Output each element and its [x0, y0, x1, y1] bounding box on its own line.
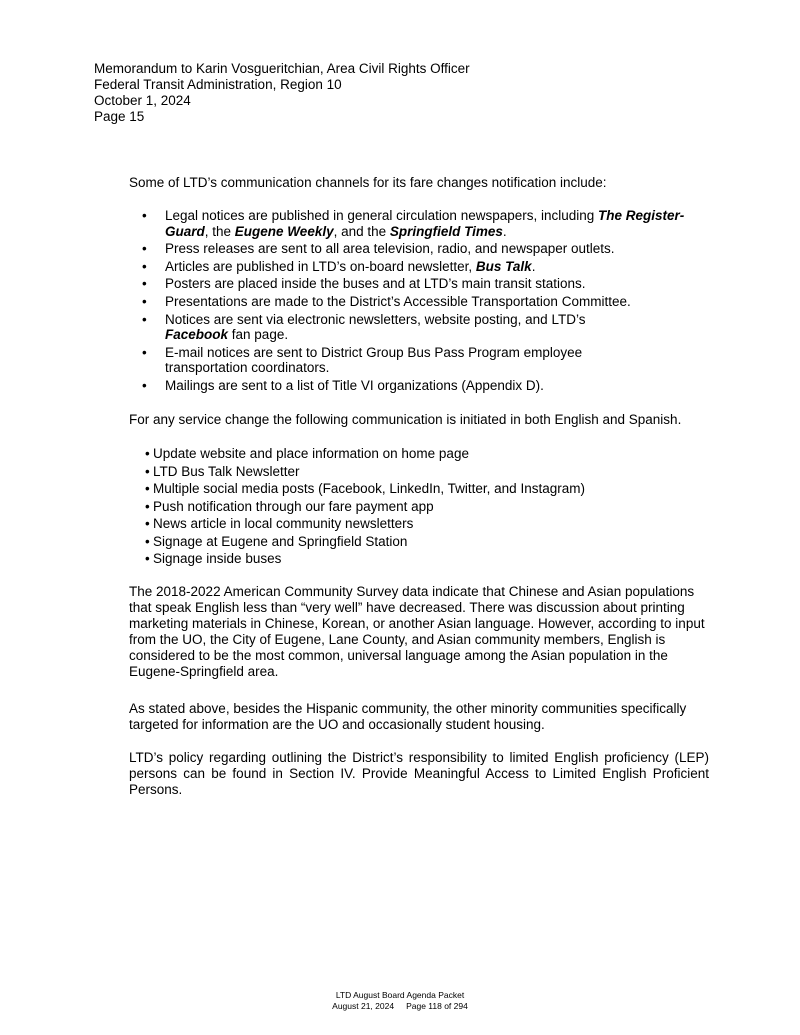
memo-date: October 1, 2024: [94, 93, 191, 108]
list-item: • News article in local community newsletters: [131, 515, 585, 533]
list-item: • LTD Bus Talk Newsletter: [131, 463, 585, 481]
footer-page-count: Page 118 of 294: [406, 1001, 468, 1011]
fare-notification-list: [129, 208, 719, 396]
service-change-list: [131, 445, 585, 568]
footer-date: August 21, 2024: [332, 1001, 395, 1011]
lep-policy-paragraph: LTD’s policy regarding outlining the District’s responsibility to limited English proficiency (LEP) persons can be found in Section IV. Provide Meaningful Access to Limited English Proficient Persons.: [129, 750, 709, 797]
list-item: • Presentations are made to the District’s Accessible Transportation Committee.: [129, 294, 719, 310]
list-item: • Signage inside buses: [131, 550, 585, 568]
newspaper-name: The Register-Guard: [165, 208, 685, 239]
list-item: • Signage at Eugene and Springfield Station: [131, 533, 585, 551]
list-item: • E-mail notices are sent to District Group Bus Pass Program employee transportation coordinators.: [129, 345, 719, 376]
newsletter-name: Bus Talk: [475, 258, 532, 274]
list-item: • Mailings are sent to a list of Title VI organizations (Appendix D).: [129, 378, 719, 394]
list-item: • Press releases are sent to all area television, radio, and newspaper outlets.: [129, 241, 719, 257]
list-item: • Push notification through our fare payment app: [131, 498, 585, 516]
list-item: • Articles are published in LTD’s on-board newsletter, Bus Talk.: [129, 259, 719, 275]
list-item: • Notices are sent via electronic newsletters, website posting, and LTD’s Facebook fan page.: [129, 312, 719, 343]
memo-header: [94, 61, 470, 125]
newspaper-name: Eugene Weekly: [234, 223, 334, 239]
targeted-communities-paragraph: As stated above, besides the Hispanic community, the other minority communities specifically targeted for information are the UO and occasionally student housing.: [129, 701, 687, 732]
list-item: • Legal notices are published in general circulation newspapers, including The Register-Guard, the Eugene Weekly, and the Springfield Times.: [129, 208, 719, 239]
list-item: • Update website and place information on home page: [131, 445, 585, 463]
service-change-intro: For any service change the following communication is initiated in both English and Spanish.: [129, 412, 682, 427]
newspaper-name: Springfield Times: [389, 223, 503, 239]
memo-agency: Federal Transit Administration, Region 10: [94, 77, 342, 92]
footer-packet-title: LTD August Board Agenda Packet: [335, 990, 465, 1000]
page-footer: [0, 990, 800, 1012]
list-item: • Multiple social media posts (Facebook, LinkedIn, Twitter, and Instagram): [131, 480, 585, 498]
list-item: • Posters are placed inside the buses and at LTD’s main transit stations.: [129, 276, 719, 292]
fare-intro-paragraph: Some of LTD’s communication channels for its fare changes notification include:: [129, 175, 607, 190]
memo-recipient: Memorandum to Karin Vosgueritchian, Area Civil Rights Officer: [94, 61, 470, 76]
social-platform-name: Facebook: [165, 327, 229, 343]
acs-paragraph: The 2018-2022 American Community Survey data indicate that Chinese and Asian populations that speak English less than “very well” have decreased. There was discussion about printing marketing materials in Chinese, Korean, or another Asian language. However, according to input from the UO, the City of Eugene, Lane County, and Asian community members, English is considered to be the most common, universal language among the Asian population in the Eugene-Springfield area.: [129, 584, 705, 679]
memo-page-number: Page 15: [94, 109, 145, 124]
